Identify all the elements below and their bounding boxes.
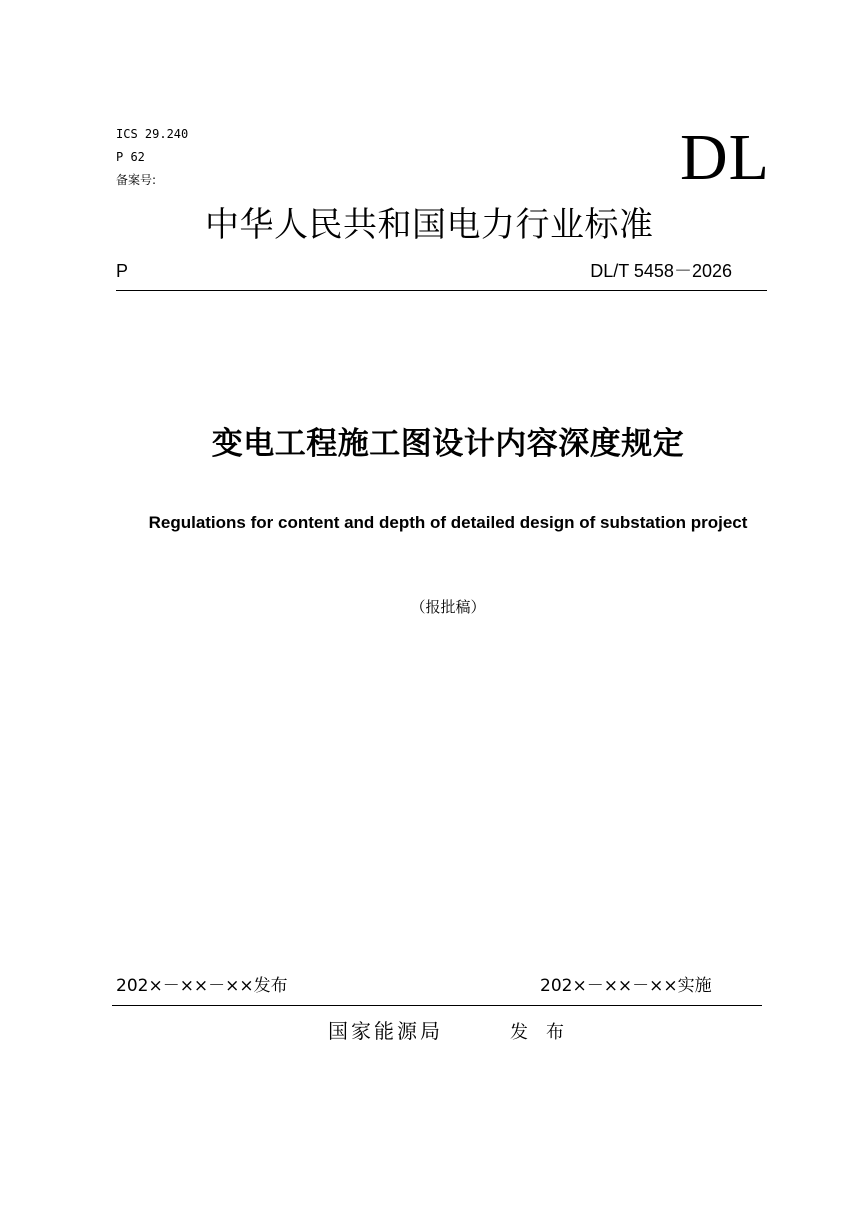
document-title-en: Regulations for content and depth of detailed design of substation project [148, 513, 748, 532]
standard-number: DL/T 5458－2026 [590, 261, 732, 281]
publish-date: 202×－××－××发布 [116, 976, 288, 996]
issuing-authority: 国家能源局 [328, 1019, 443, 1043]
ics-code: ICS 29.240 [116, 127, 189, 141]
footer-divider [112, 1005, 762, 1006]
dl-logo: DL [680, 121, 770, 194]
record-number-label: 备案号: [116, 173, 157, 187]
ccs-code: P 62 [116, 150, 145, 164]
classification-letter: P [116, 261, 129, 281]
document-title-cn: 变电工程施工图设计内容深度规定 [211, 426, 685, 462]
industry-standard-title: 中华人民共和国电力行业标准 [205, 205, 654, 245]
issue-verb: 发布 [510, 1022, 582, 1043]
draft-status: （报批稿） [410, 598, 486, 616]
header-divider [116, 290, 767, 291]
implement-date: 202×－××－××实施 [540, 976, 712, 996]
